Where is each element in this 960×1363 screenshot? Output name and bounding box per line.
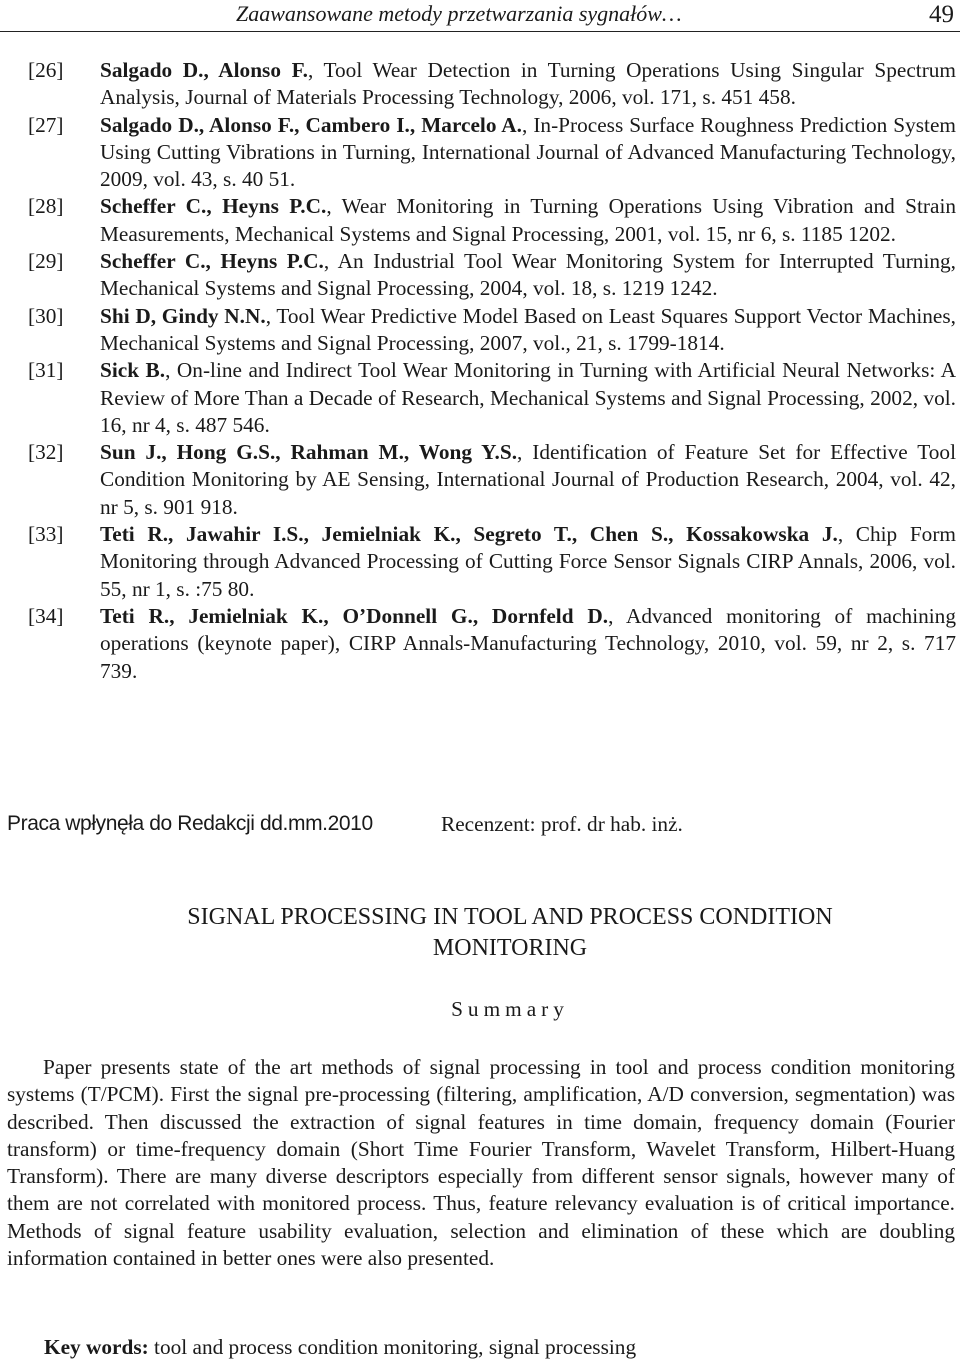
reference-authors: Shi D, Gindy N.N. <box>100 303 266 328</box>
reference-item <box>28 603 956 685</box>
summary-title <box>0 902 960 964</box>
reference-text: , Tool Wear Detection in Turning Operations Using Singular Spectrum Analysis, Journal of Materials Processing Technology, 2006, vol. 171, s. 451 458. <box>100 58 956 110</box>
reference-item <box>28 439 956 521</box>
reference-text: , On-line and Indirect Tool Wear Monitoring in Turning with Artificial Neural Networks: A Review of More Than a Decade of Research, Mechanical Systems and Signal Processing, 2002, vol. 16, nr 4, s. 487 546. <box>100 358 956 437</box>
reference-number: [31] <box>28 358 64 383</box>
reference-authors: Salgado D., Alonso F., Cambero I., Marcelo A. <box>100 112 523 137</box>
summary-title-line: MONITORING <box>432 935 588 961</box>
reference-body <box>100 112 956 194</box>
running-header <box>0 0 960 32</box>
page-number: 49 <box>929 1 954 28</box>
reference-authors: Scheffer C., Heyns P.C. <box>100 249 324 274</box>
reference-item <box>28 112 956 194</box>
reference-item <box>28 248 956 303</box>
reference-item <box>28 193 956 248</box>
running-header-title: Zaawansowane metody przetwarzania sygnałów… <box>236 1 682 26</box>
reference-body <box>100 603 956 685</box>
reference-text: , In-Process Surface Roughness Prediction System Using Cutting Vibrations in Turning, International Journal of Advanced Manufacturing Technology, 2009, vol. 43, s. 40 51. <box>100 112 956 192</box>
reference-item <box>28 303 956 358</box>
summary-title-line: SIGNAL PROCESSING IN TOOL AND PROCESS CONDITION <box>187 904 833 930</box>
reference-number: [30] <box>28 303 64 328</box>
reference-body <box>100 439 956 521</box>
reference-authors: Sun J., Hong G.S., Rahman M., Wong Y.S. <box>100 440 518 465</box>
reference-text: , Advanced monitoring of machining operations (keynote paper), CIRP Annals-Manufacturing Technology, 2010, vol. 59, nr 2, s. 717 739. <box>100 603 956 683</box>
reference-text: , Chip Form Monitoring through Advanced Processing of Cutting Force Sensor Signals CIRP Annals, 2006, vol. 55, nr 1, s. :75 80. <box>100 522 956 601</box>
reference-number: [28] <box>28 194 64 219</box>
reference-number: [27] <box>28 112 64 137</box>
reference-body <box>100 521 956 603</box>
received-date-note: Praca wpłynęła do Redakcji dd.mm.2010 <box>7 812 373 835</box>
reference-body <box>100 248 956 303</box>
reference-text: , Tool Wear Predictive Model Based on Least Squares Support Vector Machines, Mechanical Systems and Signal Processing, 2007, vol., 21, s. 1799-1814. <box>100 303 956 355</box>
keywords-text: tool and process condition monitoring, signal processing <box>154 1335 637 1359</box>
reference-body <box>100 57 956 112</box>
reference-number: [32] <box>28 440 64 465</box>
keywords <box>44 1333 636 1361</box>
reference-text: , Wear Monitoring in Turning Operations Using Vibration and Strain Measurements, Mechanical Systems and Signal Processing, 2001, vol. 15, nr 6, s. 1185 1202. <box>100 194 957 246</box>
reference-text: , An Industrial Tool Wear Monitoring System for Interrupted Turning, Mechanical Systems and Signal Processing, 2004, vol. 18, s. 1219 1242. <box>100 249 956 301</box>
reference-body <box>100 303 956 358</box>
reference-authors: Teti R., Jawahir I.S., Jemielniak K., Segreto T., Chen S., Kossakowska J. <box>100 522 838 547</box>
reference-body <box>100 193 956 248</box>
reference-authors: Scheffer C., Heyns P.C. <box>100 194 327 219</box>
reference-number: [33] <box>28 522 64 547</box>
reference-item <box>28 357 956 439</box>
reference-list <box>28 57 956 685</box>
reference-number: [26] <box>28 58 64 82</box>
reference-number: [34] <box>28 603 64 628</box>
summary-heading: Summary <box>451 997 569 1021</box>
reference-authors: Teti R., Jemielniak K., O’Donnell G., Dornfeld D. <box>100 603 609 628</box>
reference-authors: Sick B. <box>100 358 166 383</box>
reference-item <box>28 57 956 112</box>
reviewer-note: Recenzent: prof. dr hab. inż. <box>441 812 683 836</box>
keywords-label: Key words: <box>44 1335 149 1359</box>
reference-text: , Identification of Feature Set for Effective Tool Condition Monitoring by AE Sensing, International Journal of Production Research, 2004, vol. 42, nr 5, s. 901 918. <box>100 440 956 519</box>
reference-number: [29] <box>28 249 64 274</box>
abstract-paragraph: Paper presents state of the art methods of signal processing in tool and process condition monitoring systems (T/PCM). First the signal pre-processing (filtering, amplification, A/D conversion, segmentation) was described. Then discussed the extraction of signal features in time domain, frequency domain (Fourier transform) or time-frequency domain (Short Time Fourier Transform, Wavelet Transform, Hilbert-Huang Transform). There are many diverse descriptors especially from different sensor signals, however many of them are not correlated with monitored process. Thus, feature relevancy evaluation is of critical importance. Methods of signal feature usability evaluation, selection and elimination of these which are doubling information contained in better ones were also presented. <box>7 1055 955 1271</box>
reference-authors: Salgado D., Alonso F. <box>100 58 308 82</box>
reference-body <box>100 357 956 439</box>
reference-item <box>28 521 956 603</box>
